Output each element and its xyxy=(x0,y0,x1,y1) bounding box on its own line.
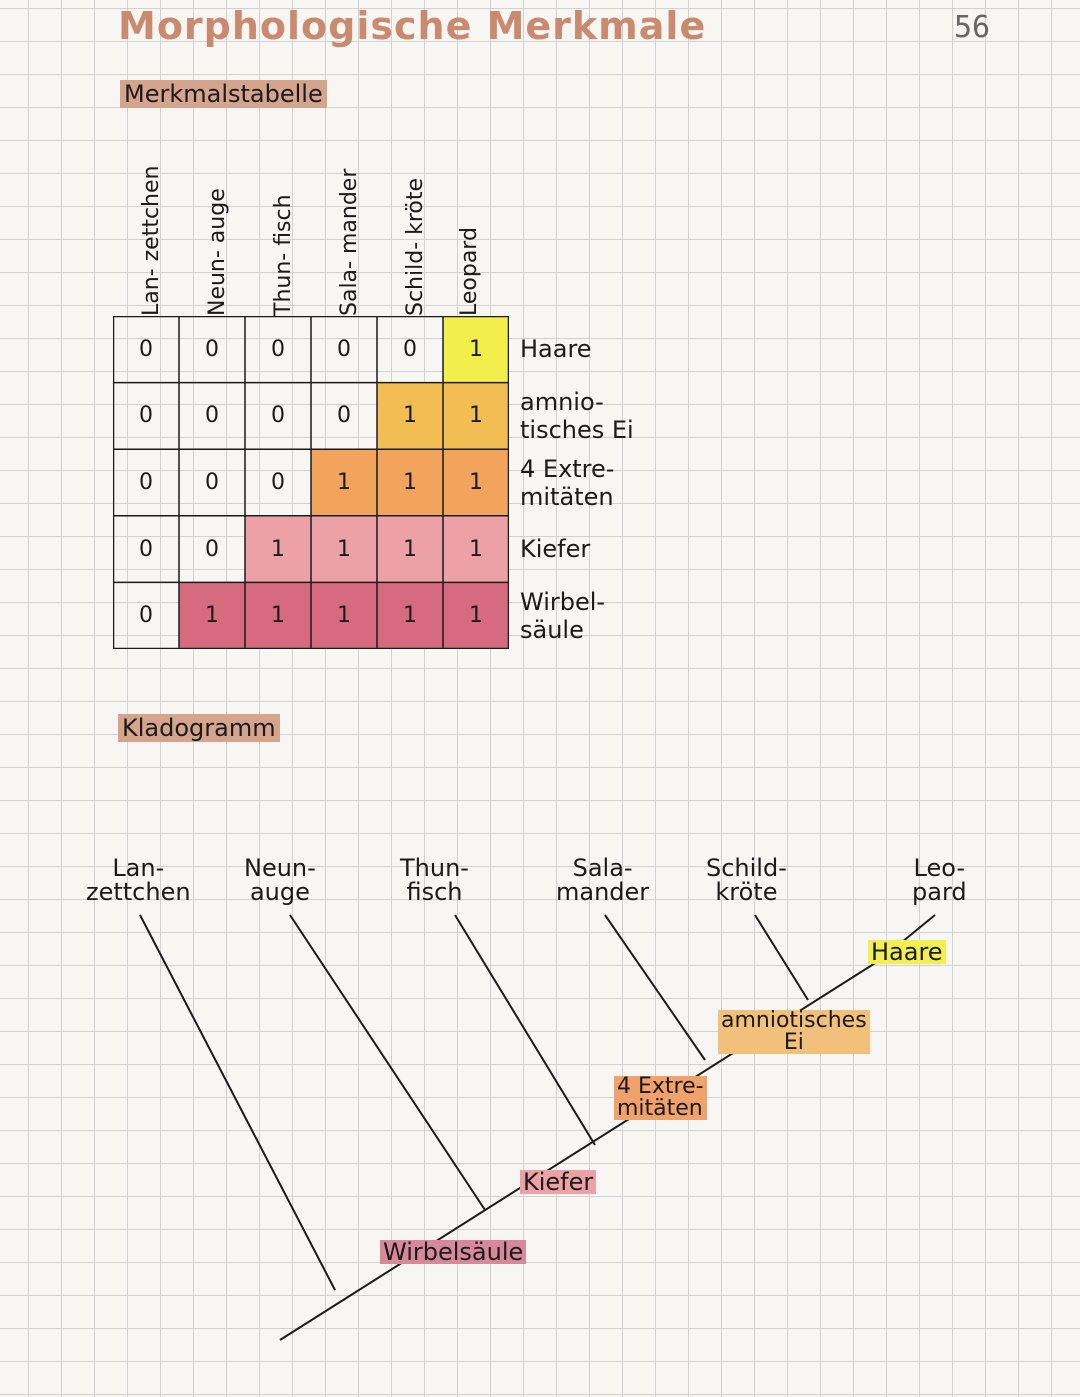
matrix-cell: 1 xyxy=(311,582,377,649)
page-number: 56 xyxy=(954,10,991,45)
trait-label-kiefer: Kiefer xyxy=(520,1170,596,1194)
matrix-cell: 0 xyxy=(271,336,285,362)
matrix-cell: 0 xyxy=(139,536,153,562)
trait-label-amnion: amniotisches Ei xyxy=(718,1010,870,1054)
branch-schildkroete xyxy=(755,915,808,1000)
matrix-cell: 1 xyxy=(311,516,377,583)
matrix-cell: 1 xyxy=(311,449,377,516)
cladogram-taxon: Thun- fisch xyxy=(400,854,469,906)
matrix-cell: 0 xyxy=(337,403,351,429)
matrix-cell: 1 xyxy=(443,516,509,583)
cladogram-taxon: Lan- zettchen xyxy=(86,854,191,906)
row-label: Wirbel- säule xyxy=(520,587,606,644)
column-header: Schild- kröte xyxy=(403,177,428,316)
matrix-cell: 1 xyxy=(443,316,509,383)
column-header: Thun- fisch xyxy=(271,194,296,316)
matrix-cell: 1 xyxy=(443,383,509,450)
table-heading: Merkmalstabelle xyxy=(120,80,327,108)
trait-label-wirbelsaeule: Wirbelsäule xyxy=(380,1240,526,1264)
matrix-cell: 0 xyxy=(205,536,219,562)
page-title: Morphologische Merkmale xyxy=(118,4,707,48)
row-label: amnio- tisches Ei xyxy=(520,387,634,444)
cladogram-taxon: Sala- mander xyxy=(556,854,650,906)
trait-label-extremitaeten: 4 Extre- mitäten xyxy=(614,1076,707,1120)
branch-thunfisch xyxy=(455,915,595,1145)
matrix-cell: 0 xyxy=(139,336,153,362)
matrix-cell: 0 xyxy=(271,403,285,429)
row-label: Kiefer xyxy=(520,535,591,564)
row-label: Haare xyxy=(520,335,592,364)
matrix-cell: 1 xyxy=(179,582,245,649)
matrix-cell: 1 xyxy=(443,449,509,516)
matrix-cell: 0 xyxy=(205,403,219,429)
cladogram-taxon: Neun- auge xyxy=(244,854,316,906)
matrix-cell: 0 xyxy=(205,336,219,362)
matrix-cell: 0 xyxy=(337,336,351,362)
cladogram-heading: Kladogramm xyxy=(118,714,280,742)
matrix-cell: 1 xyxy=(377,449,443,516)
matrix-cell: 0 xyxy=(139,603,153,629)
matrix-cell: 1 xyxy=(377,383,443,450)
branch-neunauge xyxy=(290,915,485,1210)
matrix-cell: 1 xyxy=(377,516,443,583)
matrix-cell: 0 xyxy=(205,469,219,495)
cladogram-taxon: Leo- pard xyxy=(912,854,967,906)
trait-label-haare: Haare xyxy=(868,940,946,964)
matrix-cell: 0 xyxy=(403,336,417,362)
branch-salamander xyxy=(605,915,705,1060)
column-header: Neun- auge xyxy=(205,188,230,316)
matrix-cell: 1 xyxy=(245,516,311,583)
matrix-cell: 1 xyxy=(245,582,311,649)
column-header: Sala- mander xyxy=(337,168,362,316)
matrix-cell: 0 xyxy=(139,469,153,495)
matrix-cell: 0 xyxy=(139,403,153,429)
branch-lanzettchen xyxy=(140,915,335,1290)
matrix-cell: 1 xyxy=(377,582,443,649)
cladogram-taxon: Schild- kröte xyxy=(706,854,787,906)
column-header: Lan- zettchen xyxy=(139,165,164,316)
column-header: Leopard xyxy=(457,227,482,316)
matrix-cell: 0 xyxy=(271,469,285,495)
row-label: 4 Extre- mitäten xyxy=(520,454,615,511)
matrix-cell: 1 xyxy=(443,582,509,649)
